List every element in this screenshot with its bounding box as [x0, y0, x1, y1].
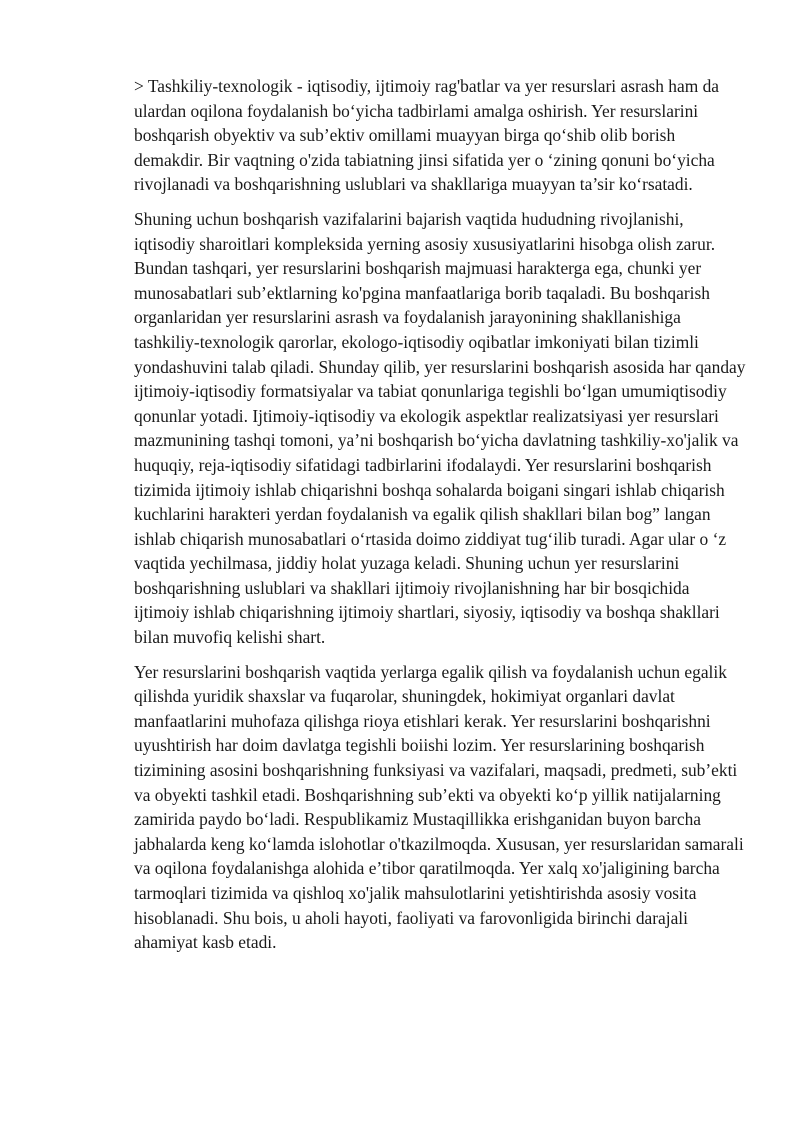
paragraph-2: Shuning uchun boshqarish vazifalarini bajarish vaqtida hududning rivojlanishi, iqtisodiy sharoitlari kompleksida yerning asosiy xususiyatlarini hisobga olish zarur. Bundan tashqari, yer resurslarini boshqarish majmuasi harakterga ega, chunki yer munosabatlari sub’ektlarning ko'pgina manfaatlariga borib taqaladi. Bu boshqarish organlaridan yer resurslarini asrash va foydalanish jarayonining shakllanishiga tashkiliy-texnologik qarorlar, ekologo-iqtisodiy oqibatlar imkoniyati bilan tizimli yondashuvini talab qiladi. Shunday qilib, yer resurslarini boshqarish asosida har qanday ijtimoiy-iqtisodiy formatsiyalar va tabiat qonunlariga tegishli bo‘lgan umumiqtisodiy qonunlar yotadi. Ijtimoiy-iqtisodiy va ekologik aspektlar realizatsiyasi yer resurslari mazmunining tashqi tomoni, ya’ni boshqarish bo‘yicha davlatning tashkiliy-xo'jalik va huquqiy, reja-iqtisodiy sifatidagi tadbirlarini ifodalaydi. Yer resurslarini boshqarish tizimida ijtimoiy ishlab chiqarishni boshqa sohalarda boigani singari ishlab chiqarish kuchlarini harakteri yerdan foydalanish va egalik qilish shakllari bilan bog” langan ishlab chiqarish munosabatlari o‘rtasida doimo ziddiyat tug‘ilib turadi. Agar ular o ‘z vaqtida yechilmasa, jiddiy holat yuzaga keladi. Shuning uchun yer resurslarini boshqarishning uslublari va shakllari ijtimoiy rivojlanishning har bir bosqichida ijtimoiy ishlab chiqarishning ijtimoiy shartlari, siyosiy, iqtisodiy va boshqa shakllari bilan muvofiq kelishi shart.	[134, 208, 746, 648]
paragraph-3: Yer resurslarini boshqarish vaqtida yerlarga egalik qilish va foydalanish uchun egalik qilishda yuridik shaxslar va fuqarolar, shuningdek, hokimiyat organlari davlat manfaatlarini muhofaza qilishga rioya etishlari kerak. Yer resurslarini boshqarishni uyushtirish har doim davlatga tegishli boiishi lozim. Yer resurslarining boshqarish tizimining asosini boshqarishning funksiyasi va vazifalari, maqsadi, predmeti, sub’ekti va obyekti tashkil etadi. Boshqarishning sub’ekti va obyekti ko‘p yillik natijalarning zamirida paydo bo‘ladi. Respublikamiz Mustaqillikka erishganidan buyon barcha jabhalarda keng ko‘lamda islohotlar o'tkazilmoqda. Xususan, yer resurslaridan samarali va oqilona foydalanishga alohida e’tibor qaratilmoqda. Yer xalq xo'jaligining barcha tarmoqlari tizimida va qishloq xo'jalik mahsulotlarini yetishtirishda asosiy vosita hisoblanadi. Shu bois, u aholi hayoti, faoliyati va farovonligida birinchi darajali ahamiyat kasb etadi.	[134, 661, 744, 953]
document-body	[134, 74, 746, 965]
paragraph-1: > Tashkiliy-texnologik - iqtisodiy, ijtimoiy rag'batlar va yer resurslari asrash ham da ulardan oqilona foydalanish bo‘yicha tadbirlami amalga oshirish. Yer resurslarini boshqarish obyektiv va sub’ektiv omillami muayyan birga qo‘shib olib borish demakdir. Bir vaqtning o'zida tabiatning jinsi sifatida yer o ‘zining qonuni bo‘yicha rivojlanadi va boshqarishning uslublari va shakllariga muayyan ta’sir ko‘rsatadi.	[134, 76, 719, 195]
